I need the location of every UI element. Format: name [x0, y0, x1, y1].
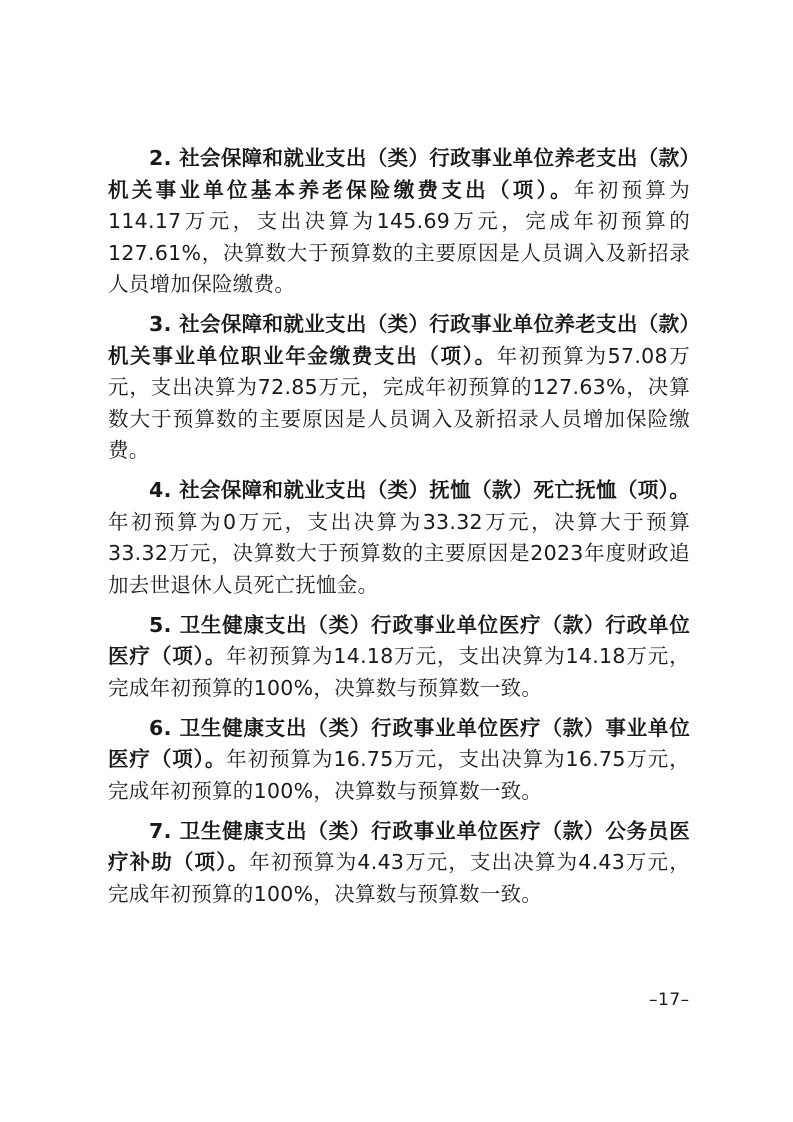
paragraph-heading: 7. 卫生健康支出（类）行政事业单位医疗（款）公务员医疗补助（项）。 [108, 818, 690, 874]
paragraph-item-6 [108, 713, 690, 808]
paragraph-heading: 2. 社会保障和就业支出（类）行政事业单位养老支出（款）机关事业单位基本养老保险缴费支出（项）。 [108, 146, 690, 202]
document-body [108, 143, 690, 919]
paragraph-item-3 [108, 309, 690, 467]
paragraph-text: 年初预算为4.43万元，支出决算为4.43万元，完成年初预算的100%，决算数与预算数一致。 [108, 850, 690, 906]
paragraph-text: 年初预算为114.17万元，支出决算为145.69万元，完成年初预算的127.61%，决算数大于预算数的主要原因是人员调入及新招录人员增加保险缴费。 [108, 177, 691, 296]
paragraph-text: 年初预算为0万元，支出决算为33.32万元，决算大于预算33.32万元，决算数大于预算数的主要原因是2023年度财政追加去世退休人员死亡抚恤金。 [108, 509, 690, 597]
paragraph-item-7 [108, 816, 690, 911]
paragraph-text: 年初预算为16.75万元，支出决算为16.75万元，完成年初预算的100%，决算数与预算数一致。 [108, 747, 690, 803]
paragraph-heading: 6. 卫生健康支出（类）行政事业单位医疗（款）事业单位医疗（项）。 [108, 715, 690, 771]
page-number: –17– [649, 990, 690, 1010]
paragraph-heading: 4. 社会保障和就业支出（类）抚恤（款）死亡抚恤（项）。 [149, 478, 690, 502]
paragraph-item-4 [108, 475, 690, 601]
paragraph-item-5 [108, 610, 690, 705]
paragraph-heading: 3. 社会保障和就业支出（类）行政事业单位养老支出（款）机关事业单位职业年金缴费支出（项）。 [108, 312, 690, 368]
paragraph-text: 年初预算为14.18万元，支出决算为14.18万元，完成年初预算的100%，决算数与预算数一致。 [108, 644, 690, 700]
paragraph-heading: 5. 卫生健康支出（类）行政事业单位医疗（款）行政单位医疗（项）。 [108, 612, 690, 668]
paragraph-item-2 [108, 143, 690, 301]
paragraph-text: 年初预算为57.08万元，支出决算为72.85万元，完成年初预算的127.63%，决算数大于预算数的主要原因是人员调入及新招录人员增加保险缴费。 [108, 343, 690, 462]
